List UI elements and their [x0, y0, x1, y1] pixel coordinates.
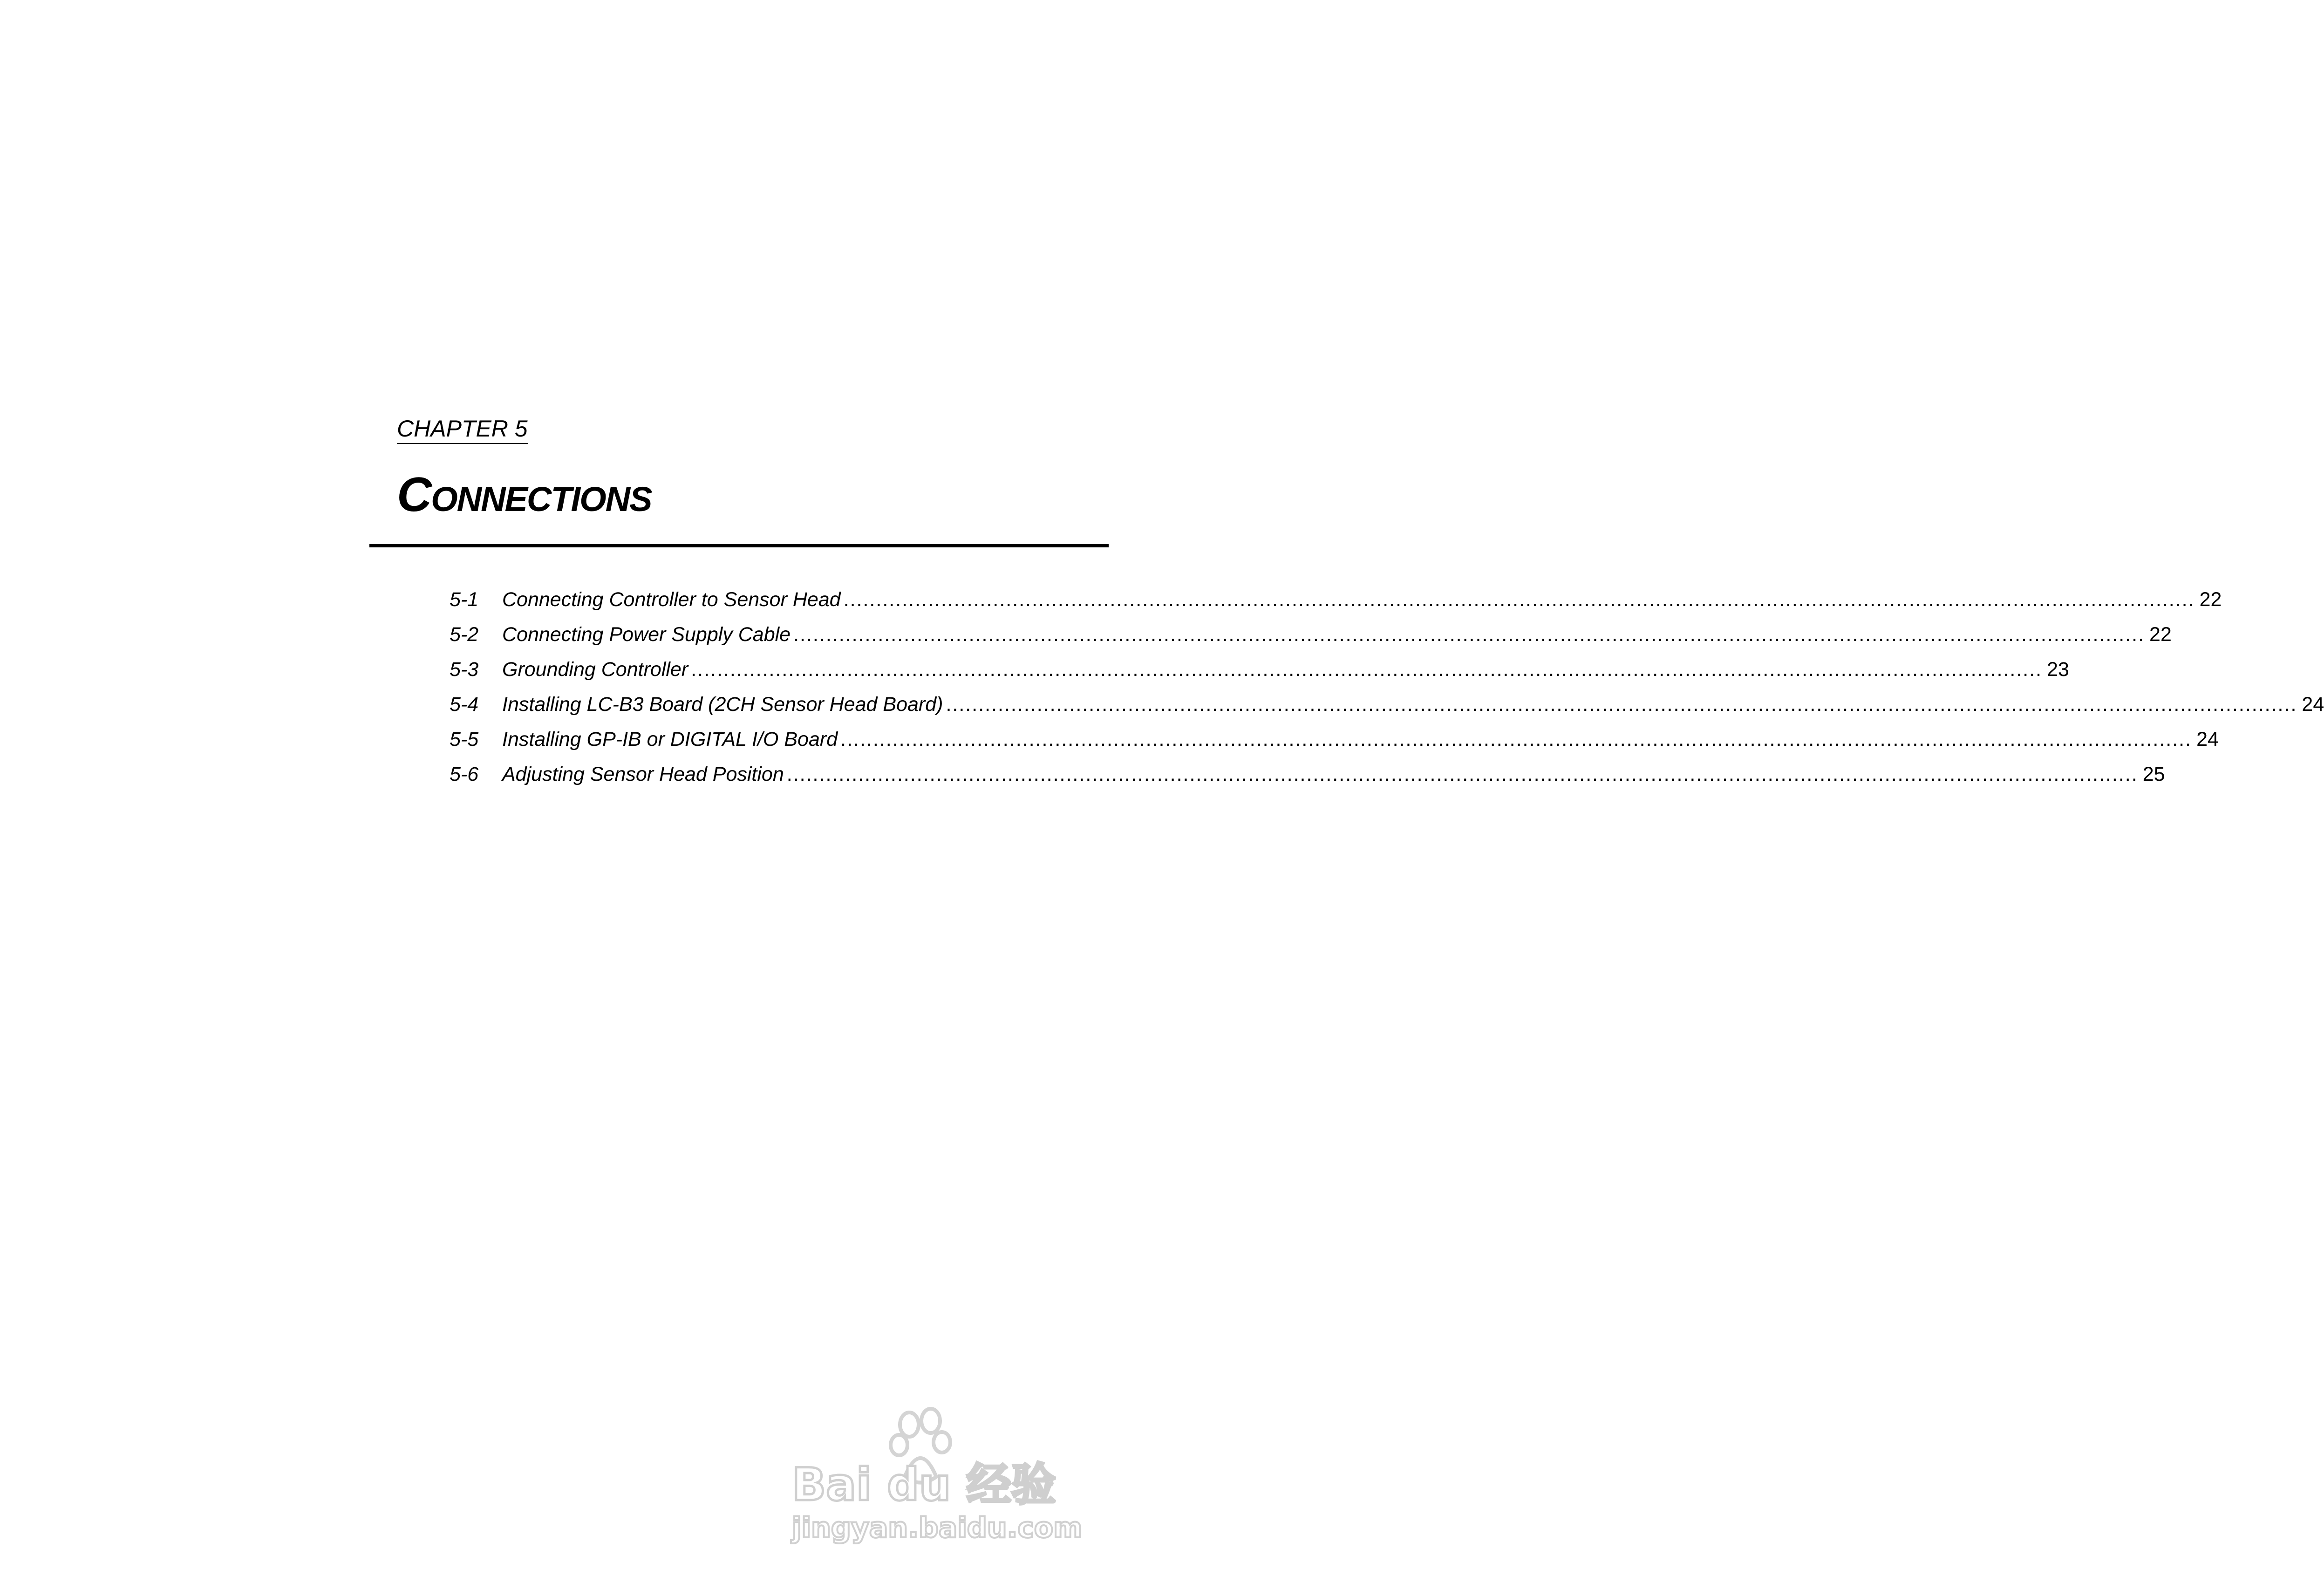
toc-leader	[793, 617, 2145, 652]
toc-title: Installing GP-IB or DIGITAL I/O Board	[502, 728, 838, 750]
toc-leader	[946, 687, 2297, 722]
watermark-url: jingyan.baidu.com	[792, 1512, 1083, 1544]
chapter-divider	[369, 544, 1109, 547]
toc-entry[interactable]	[450, 722, 2219, 757]
toc-title: Adjusting Sensor Head Position	[502, 763, 784, 785]
toc-entry[interactable]	[450, 582, 2222, 617]
toc-leader	[840, 722, 2192, 757]
toc-title: Grounding Controller	[502, 658, 688, 681]
toc-page: 25	[2142, 763, 2165, 785]
chapter-title-initial: C	[397, 468, 431, 522]
toc-number: 5-3	[450, 658, 479, 681]
toc-title: Connecting Power Supply Cable	[502, 623, 791, 646]
toc-number: 5-1	[450, 588, 479, 611]
toc-entry[interactable]	[450, 652, 2069, 687]
toc-leader	[844, 582, 2195, 617]
toc-number: 5-4	[450, 693, 479, 716]
toc-number: 5-2	[450, 623, 479, 646]
chapter-label: CHAPTER 5	[397, 417, 528, 444]
toc-number: 5-6	[450, 763, 479, 785]
toc-number: 5-5	[450, 728, 479, 750]
toc-title: Connecting Controller to Sensor Head	[502, 588, 841, 611]
toc-page: 22	[2149, 623, 2172, 646]
watermark-brand: Bai du 经验	[792, 1459, 1056, 1511]
watermark-logo	[783, 1407, 1083, 1547]
chapter-title-rest: ONNECTIONS	[431, 480, 652, 518]
toc-page: 24	[2196, 728, 2219, 750]
toc-leader	[691, 652, 2042, 687]
toc-page: 22	[2199, 588, 2222, 611]
toc-entry[interactable]	[450, 617, 2172, 652]
chapter-title	[397, 468, 652, 522]
toc-page: 24	[2302, 693, 2324, 716]
toc-entry[interactable]	[450, 757, 2165, 792]
toc-leader	[787, 757, 2138, 792]
toc-title: Installing LC-B3 Board (2CH Sensor Head Board)	[502, 693, 943, 716]
toc-entry[interactable]	[450, 687, 2324, 722]
table-of-contents	[450, 582, 2324, 792]
toc-page: 23	[2047, 658, 2069, 681]
